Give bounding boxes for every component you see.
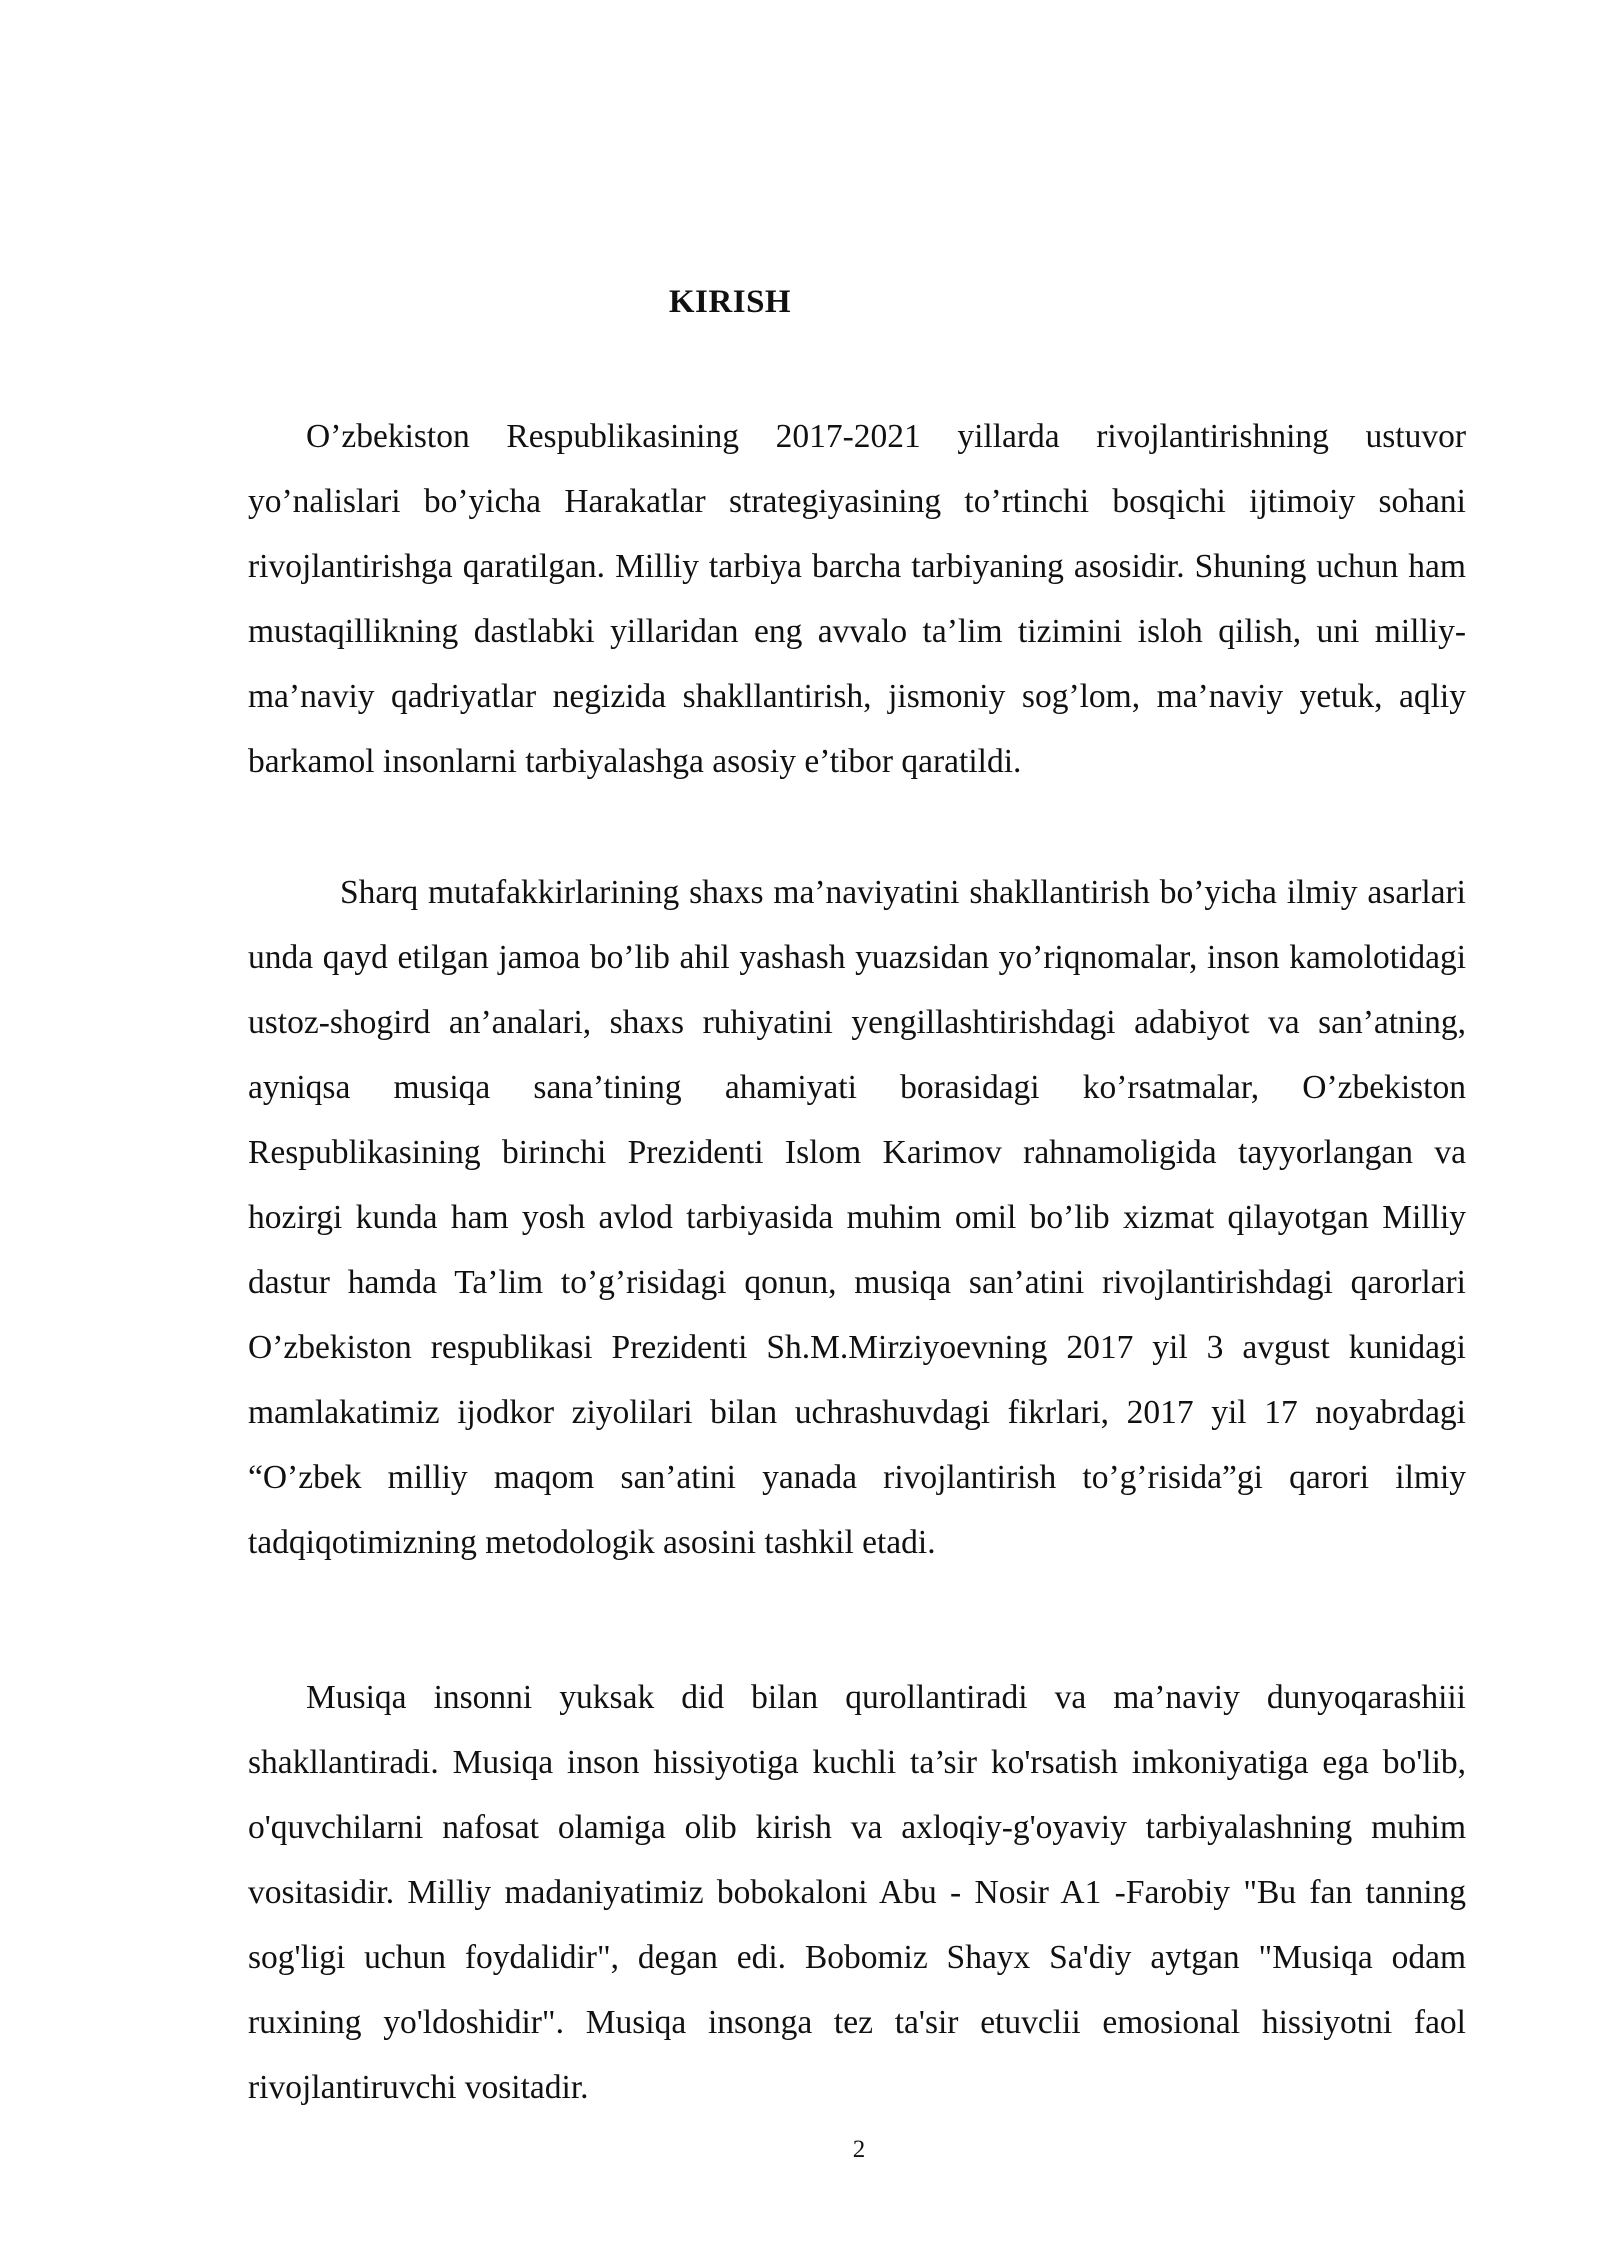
page-title: KIRISH <box>668 284 792 320</box>
page-number: 2 <box>852 2136 866 2163</box>
paragraph-block <box>248 860 1466 1575</box>
paragraph-block <box>248 404 1466 794</box>
paragraph-2: Sharq mutafakkirlarining shaxs ma’naviyatini shakllantirish bo’yicha ilmiy asarlari unda qayd etilgan jamoa bo’lib ahil yashash yuazsidan yo’riqnomalar, inson kamolotidagi ustoz-shogird an’analari, shaxs ruhiyatini yengillashtirishdagi adabiyot va san’atning, ayniqsa musiqa sana’tining ahamiyati borasidagi ko’rsatmalar, O’zbekiston Respublikasining birinchi Prezidenti Islom Karimov rahnamoligida tayyorlangan va hozirgi kunda ham yosh avlod tarbiyasida muhim omil bo’lib xizmat qilayotgan Milliy dastur hamda Ta’lim to’g’risidagi qonun, musiqa san’atini rivojlantirishdagi qarorlari O’zbekiston respublikasi Prezidenti Sh.M.Mirziyoevning 2017 yil 3 avgust kunidagi mamlakatimiz ijodkor ziyolilari bilan uchrashuvdagi fikrlari, 2017 yil 17 noyabrdagi “O’zbek milliy maqom san’atini yanada rivojlantirish to’g’risida”gi qarori ilmiy tadqiqotimizning metodologik asosini tashkil etadi. <box>248 874 1466 1561</box>
paragraph-3: Musiqa insonni yuksak did bilan qurollantiradi va ma’naviy dunyoqarashiii shakllantiradi. Musiqa inson hissiyotiga kuchli ta’sir ko'rsatish imkoniyatiga ega bo'lib, o'quvchilarni nafosat olamiga olib kirish va axloqiy-g'oyaviy tarbiyalashning muhim vositasidir. Milliy madaniyatimiz bobokaloni Abu - Nosir A1 -Farobiy "Bu fan tanning sog'ligi uchun foydalidir", degan edi. Bobomiz Shayx Sa'diy aytgan "Musiqa odam ruxining yo'ldoshidir". Musiqa insonga tez ta'sir etuvclii emosional hissiyotni faol rivojlantiruvchi vositadir. <box>248 1679 1466 2106</box>
paragraph-1: O’zbekiston Respublikasining 2017-2021 yillarda rivojlantirishning ustuvor yo’nalislari bo’yicha Harakatlar strategiyasining to’rtinchi bosqichi ijtimoiy sohani rivojlantirishga qaratilgan. Milliy tarbiya barcha tarbiyaning asosidir. Shuning uchun ham mustaqillikning dastlabki yillaridan eng avvalo ta’lim tizimini isloh qilish, uni milliy-ma’naviy qadriyatlar negizida shakllantirish, jismoniy sog’lom, ma’naviy yetuk, aqliy barkamol insonlarni tarbiyalashga asosiy e’tibor qaratildi. <box>248 418 1466 780</box>
paragraph-block <box>248 1665 1466 2120</box>
